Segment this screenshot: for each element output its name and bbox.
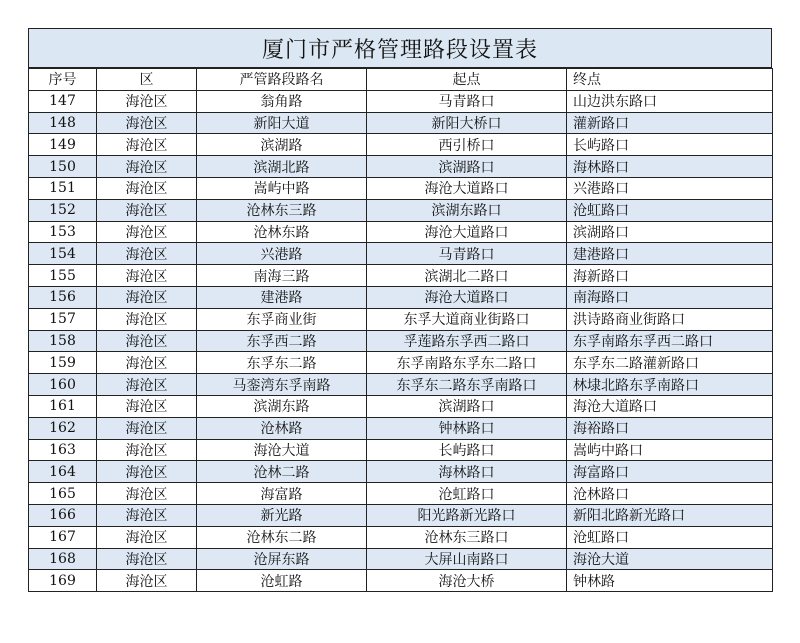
- cell-end: 兴港路口: [567, 177, 773, 199]
- cell-start: 海林路口: [367, 461, 567, 483]
- cell-road-name: 东孚商业街: [197, 308, 367, 330]
- table-row: [29, 90, 773, 112]
- cell-index: 147: [29, 90, 97, 112]
- table-row: [29, 221, 773, 243]
- cell-start: 沧虹路口: [367, 483, 567, 505]
- cell-district: 海沧区: [97, 570, 197, 592]
- cell-index: 168: [29, 548, 97, 570]
- cell-index: 155: [29, 265, 97, 287]
- cell-end: 洪诗路商业街路口: [567, 308, 773, 330]
- cell-road-name: 沧虹路: [197, 570, 367, 592]
- table-row: [29, 177, 773, 199]
- cell-road-name: 沧林东三路: [197, 199, 367, 221]
- header-index: 序号: [29, 69, 97, 91]
- header-road-name: 严管路段路名: [197, 69, 367, 91]
- cell-start: 海沧大道路口: [367, 286, 567, 308]
- cell-end: 嵩屿中路口: [567, 439, 773, 461]
- cell-end: 沧虹路口: [567, 199, 773, 221]
- table-row: [29, 461, 773, 483]
- cell-start: 海沧大道路口: [367, 221, 567, 243]
- cell-district: 海沧区: [97, 330, 197, 352]
- cell-start: 马青路口: [367, 90, 567, 112]
- table-row: [29, 265, 773, 287]
- cell-road-name: 滨湖东路: [197, 395, 367, 417]
- cell-district: 海沧区: [97, 134, 197, 156]
- cell-end: 沧虹路口: [567, 526, 773, 548]
- cell-district: 海沧区: [97, 286, 197, 308]
- cell-district: 海沧区: [97, 156, 197, 178]
- cell-end: 钟林路: [567, 570, 773, 592]
- cell-road-name: 海富路: [197, 483, 367, 505]
- cell-index: 163: [29, 439, 97, 461]
- cell-end: 建港路口: [567, 243, 773, 265]
- cell-road-name: 滨湖北路: [197, 156, 367, 178]
- cell-district: 海沧区: [97, 265, 197, 287]
- cell-end: 东孚东二路灌新路口: [567, 352, 773, 374]
- cell-start: 阳光路新光路口: [367, 504, 567, 526]
- cell-end: 滨湖路口: [567, 221, 773, 243]
- cell-road-name: 兴港路: [197, 243, 367, 265]
- cell-end: 林埭北路东孚南路口: [567, 374, 773, 396]
- cell-end: 山边洪东路口: [567, 90, 773, 112]
- table-row: [29, 134, 773, 156]
- cell-road-name: 沧屏东路: [197, 548, 367, 570]
- table-row: [29, 330, 773, 352]
- cell-road-name: 翁角路: [197, 90, 367, 112]
- table-row: [29, 308, 773, 330]
- cell-road-name: 东孚西二路: [197, 330, 367, 352]
- cell-index: 148: [29, 112, 97, 134]
- table-row: [29, 156, 773, 178]
- table-row: [29, 548, 773, 570]
- cell-district: 海沧区: [97, 243, 197, 265]
- table-row: [29, 570, 773, 592]
- cell-road-name: 东孚东二路: [197, 352, 367, 374]
- cell-index: 166: [29, 504, 97, 526]
- cell-start: 东孚大道商业街路口: [367, 308, 567, 330]
- cell-start: 海沧大桥: [367, 570, 567, 592]
- cell-road-name: 新光路: [197, 504, 367, 526]
- cell-start: 西引桥口: [367, 134, 567, 156]
- table-body: [29, 90, 773, 591]
- table-title: 厦门市严格管理路段设置表: [28, 28, 772, 68]
- cell-index: 165: [29, 483, 97, 505]
- cell-end: 海沧大道路口: [567, 395, 773, 417]
- cell-district: 海沧区: [97, 308, 197, 330]
- cell-start: 钟林路口: [367, 417, 567, 439]
- cell-start: 孚莲路东孚西二路口: [367, 330, 567, 352]
- cell-district: 海沧区: [97, 177, 197, 199]
- cell-index: 154: [29, 243, 97, 265]
- cell-end: 海富路口: [567, 461, 773, 483]
- table-row: [29, 112, 773, 134]
- cell-start: 新阳大桥口: [367, 112, 567, 134]
- cell-start: 海沧大道路口: [367, 177, 567, 199]
- cell-district: 海沧区: [97, 417, 197, 439]
- cell-road-name: 建港路: [197, 286, 367, 308]
- cell-district: 海沧区: [97, 504, 197, 526]
- table-row: [29, 526, 773, 548]
- cell-index: 164: [29, 461, 97, 483]
- table-row: [29, 199, 773, 221]
- cell-road-name: 沧林东二路: [197, 526, 367, 548]
- table-row: [29, 504, 773, 526]
- cell-district: 海沧区: [97, 199, 197, 221]
- header-row: [29, 69, 773, 91]
- cell-end: 南海路口: [567, 286, 773, 308]
- cell-index: 152: [29, 199, 97, 221]
- table-row: [29, 286, 773, 308]
- cell-end: 海林路口: [567, 156, 773, 178]
- cell-end: 海沧大道: [567, 548, 773, 570]
- cell-end: 沧林路口: [567, 483, 773, 505]
- cell-district: 海沧区: [97, 395, 197, 417]
- cell-end: 灌新路口: [567, 112, 773, 134]
- cell-road-name: 海沧大道: [197, 439, 367, 461]
- cell-district: 海沧区: [97, 221, 197, 243]
- table-row: [29, 417, 773, 439]
- road-table: [28, 68, 773, 592]
- cell-end: 海新路口: [567, 265, 773, 287]
- cell-start: 滨湖北二路口: [367, 265, 567, 287]
- cell-road-name: 沧林路: [197, 417, 367, 439]
- cell-district: 海沧区: [97, 461, 197, 483]
- cell-road-name: 嵩屿中路: [197, 177, 367, 199]
- cell-index: 157: [29, 308, 97, 330]
- cell-start: 滨湖路口: [367, 156, 567, 178]
- road-table-sheet: [28, 28, 772, 592]
- cell-district: 海沧区: [97, 483, 197, 505]
- cell-index: 169: [29, 570, 97, 592]
- table-row: [29, 395, 773, 417]
- cell-road-name: 马銮湾东孚南路: [197, 374, 367, 396]
- cell-end: 海裕路口: [567, 417, 773, 439]
- table-row: [29, 483, 773, 505]
- cell-start: 马青路口: [367, 243, 567, 265]
- cell-road-name: 沧林东路: [197, 221, 367, 243]
- header-start: 起点: [367, 69, 567, 91]
- cell-index: 162: [29, 417, 97, 439]
- cell-end: 新阳北路新光路口: [567, 504, 773, 526]
- cell-index: 150: [29, 156, 97, 178]
- cell-district: 海沧区: [97, 526, 197, 548]
- cell-index: 149: [29, 134, 97, 156]
- cell-index: 158: [29, 330, 97, 352]
- cell-start: 滨湖路口: [367, 395, 567, 417]
- cell-start: 东孚东二路东孚南路口: [367, 374, 567, 396]
- cell-start: 沧林东三路口: [367, 526, 567, 548]
- cell-end: 长屿路口: [567, 134, 773, 156]
- cell-district: 海沧区: [97, 548, 197, 570]
- cell-start: 大屏山南路口: [367, 548, 567, 570]
- cell-district: 海沧区: [97, 352, 197, 374]
- cell-index: 156: [29, 286, 97, 308]
- header-district: 区: [97, 69, 197, 91]
- cell-district: 海沧区: [97, 439, 197, 461]
- cell-start: 滨湖东路口: [367, 199, 567, 221]
- cell-road-name: 新阳大道: [197, 112, 367, 134]
- cell-index: 167: [29, 526, 97, 548]
- cell-start: 长屿路口: [367, 439, 567, 461]
- cell-district: 海沧区: [97, 112, 197, 134]
- table-row: [29, 439, 773, 461]
- cell-district: 海沧区: [97, 90, 197, 112]
- cell-road-name: 南海三路: [197, 265, 367, 287]
- header-end: 终点: [567, 69, 773, 91]
- cell-start: 东孚南路东孚东二路口: [367, 352, 567, 374]
- cell-road-name: 滨湖路: [197, 134, 367, 156]
- table-row: [29, 374, 773, 396]
- cell-index: 159: [29, 352, 97, 374]
- cell-index: 161: [29, 395, 97, 417]
- cell-index: 160: [29, 374, 97, 396]
- table-row: [29, 243, 773, 265]
- cell-road-name: 沧林二路: [197, 461, 367, 483]
- cell-end: 东孚南路东孚西二路口: [567, 330, 773, 352]
- table-row: [29, 352, 773, 374]
- cell-index: 151: [29, 177, 97, 199]
- cell-index: 153: [29, 221, 97, 243]
- cell-district: 海沧区: [97, 374, 197, 396]
